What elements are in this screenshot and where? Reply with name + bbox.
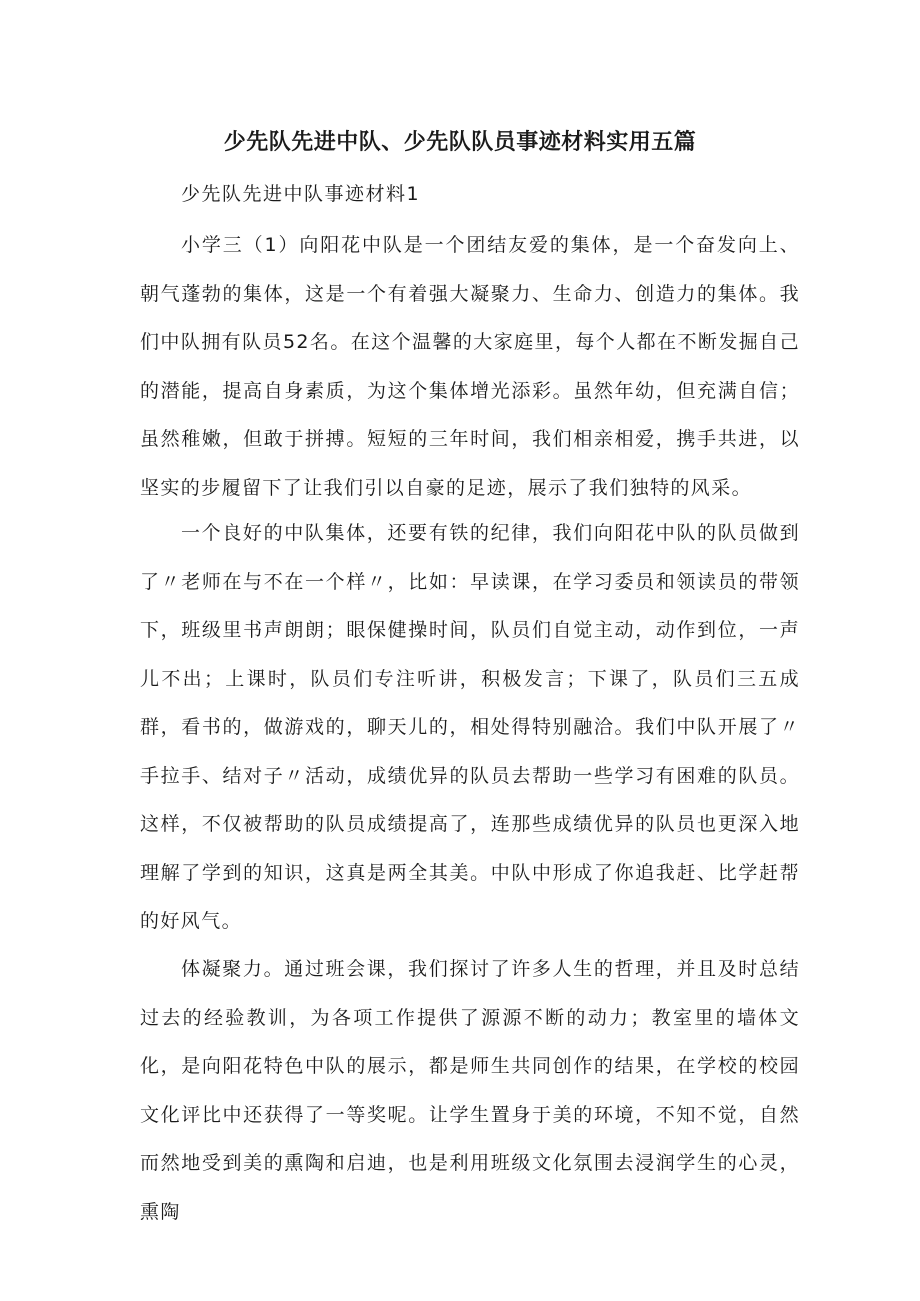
document-title: 少先队先进中队、少先队队员事迹材料实用五篇 bbox=[223, 130, 697, 155]
paragraph-2: 一个良好的中队集体，还要有铁的纪律，我们向阳花中队的队员做到了〃老师在与不在一个样〃，比如：早读课，在学习委员和领读员的带领下，班级里书声朗朗；眼保健操时间，队员们自觉主动，动作到位，一声儿不出；上课时，队员们专注听讲，积极发言；下课了，队员们三五成群，看书的，做游戏的，聊天儿的，相处得特别融洽。我们中队开展了〃手拉手、结对子〃活动，成绩优异的队员去帮助一些学习有困难的队员。这样，不仅被帮助的队员成绩提高了，连那些成绩优异的队员也更深入地理解了学到的知识，这真是两全其美。中队中形成了你追我赶、比学赶帮的好风气。 bbox=[140, 522, 800, 932]
section-heading: 少先队先进中队事迹材料1 bbox=[181, 183, 421, 205]
paragraph-3: 体凝聚力。通过班会课，我们探讨了许多人生的哲理，并且及时总结过去的经验教训，为各项工作提供了源源不断的动力；教室里的墙体文化，是向阳花特色中队的展示，都是师生共同创作的结果，在学校的校园文化评比中还获得了一等奖呢。让学生置身于美的环境，不知不觉，自然而然地受到美的熏陶和启迪，也是利用班级文化氛围去浸润学生的心灵，熏陶 bbox=[140, 958, 800, 1223]
paragraph-1: 小学三（1）向阳花中队是一个团结友爱的集体，是一个奋发向上、朝气蓬勃的集体，这是一个有着强大凝聚力、生命力、创造力的集体。我们中队拥有队员52名。在这个温馨的大家庭里，每个人都在不断发掘自己的潜能，提高自身素质，为这个集体增光添彩。虽然年幼，但充满自信；虽然稚嫩，但敢于拼搏。短短的三年时间，我们相亲相爱，携手共进，以坚实的步履留下了让我们引以自豪的足迹，展示了我们独特的风采。 bbox=[140, 234, 800, 499]
